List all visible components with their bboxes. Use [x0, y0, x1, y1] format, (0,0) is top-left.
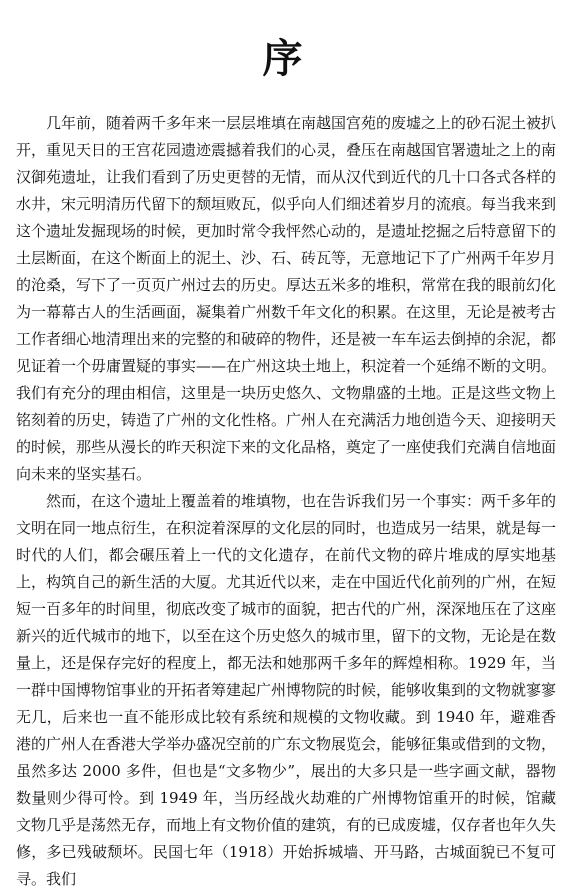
preface-title: 序: [262, 34, 305, 82]
preface-body: [16, 110, 556, 893]
preface-paragraph-1: 几年前，随着两千多年来一层层堆填在南越国宫苑的废墟之上的砂石泥土被扒开，重见天日的王宫花园遗迹震撼着我们的心灵，叠压在南越国官署遗址之上的南汉御苑遗址，让我们看到了历史更替的无情，而从汉代到近代的几十口各式各样的水井，宋元明清历代留下的颓垣败瓦，似乎向人们细述着岁月的流痕。每当我来到这个遗址发掘现场的时候，更加时常令我怦然心动的，是遗址挖掘之后特意留下的土层断面，在这个断面上的泥土、沙、石、砖瓦等，无意地记下了广州两千年岁月的沧桑，写下了一页页广州过去的历史。厚达五米多的堆积，常常在我的眼前幻化为一幕幕古人的生活画面，凝集着广州数千年文化的积累。在这里，无论是被考古工作者细心地清理出来的完整的和破碎的物件，还是被一车车运去倒掉的余泥，都见证着一个毋庸置疑的事实——在广州这块土地上，积淀着一个延绵不断的文明。我们有充分的理由相信，这里是一块历史悠久、文物鼎盛的土地。正是这些文物上铭刻着的历史，铸造了广州的文化性格。广州人在充满活力地创造今天、迎接明天的时候，那些从漫长的昨天积淀下来的文化品格，奠定了一座使我们充满自信地面向未来的坚实基石。: [16, 114, 557, 483]
preface-paragraph-2: 然而，在这个遗址上覆盖着的堆填物，也在告诉我们另一个事实：两千多年的文明在同一地点衍生，在积淀着深厚的文化层的同时，也造成另一结果，就是每一时代的人们，都会碾压着上一代的文化遗存，在前代文物的碎片堆成的厚实地基上，构筑自己的新生活的大厦。尤其近代以来，走在中国近代化前列的广州，在短短一百多年的时间里，彻底改变了城市的面貌，把古代的广州，深深地压在了这座新兴的近代城市的地下，以至在这个历史悠久的城市里，留下的文物，无论是在数量上，还是保存完好的程度上，都无法和她那两千多年的辉煌相称。1929 年，当一群中国博物馆事业的开拓者筹建起广州博物院的时候，能够收集到的文物就寥寥无几，后来也一直不能形成比较有系统和规模的文物收藏。到 1940 年，避难香港的广州人在香港大学举办盛况空前的广东文物展览会，能够征集或借到的文物，虽然多达 2000 多件，但也是“文多物少”，展出的大多只是一些字画文献，器物数量则少得可怜。到 1949 年，当历经战火劫难的广州博物馆重开的时候，馆藏文物几乎是荡然无存，而地上有文物价值的建筑，有的已成废墟，仅存者也年久失修，多已残破颓坏。民国七年（1918）开始拆城墙、开马路，古城面貌已不复可寻。我们: [16, 492, 557, 888]
